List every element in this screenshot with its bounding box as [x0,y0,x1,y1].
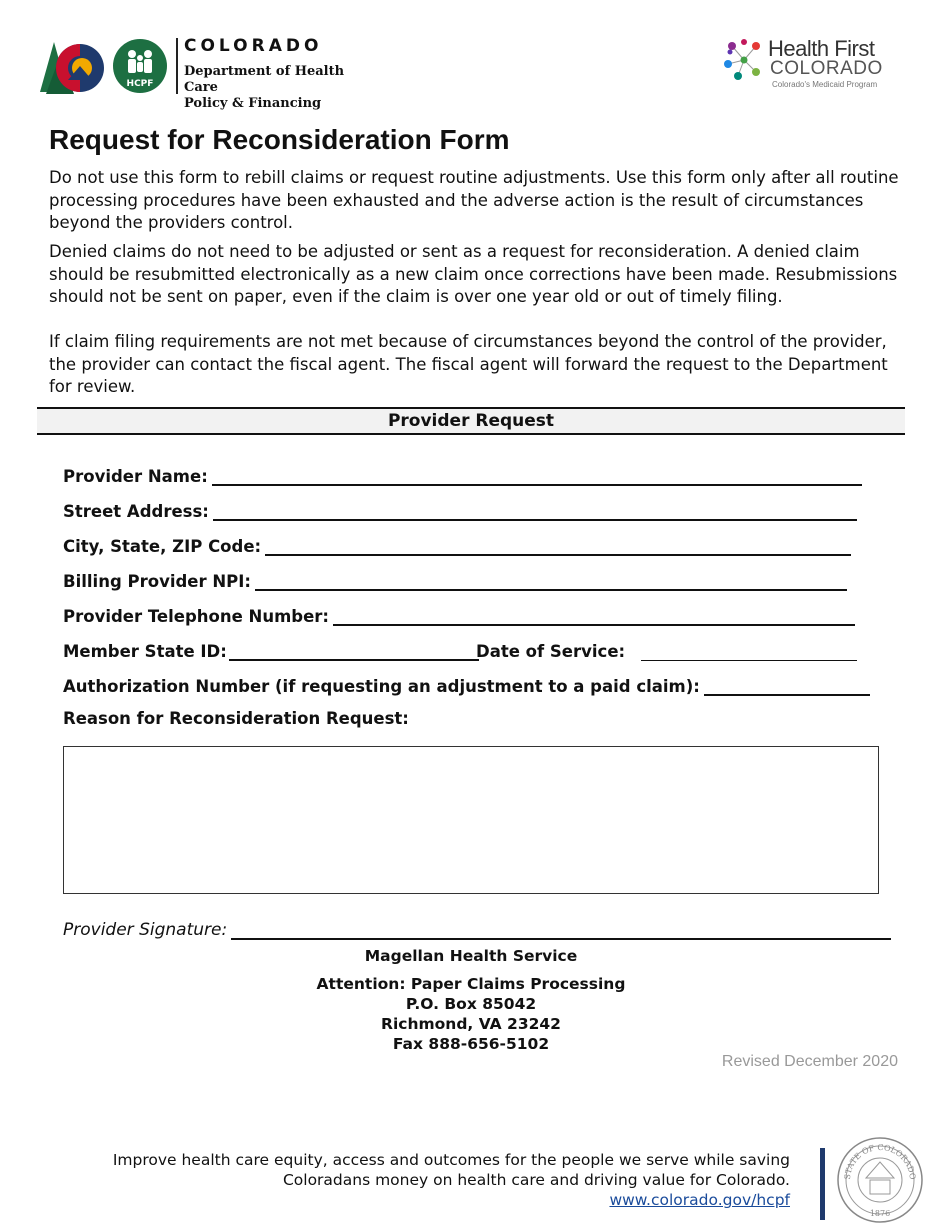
health-first-text: Health First [768,36,875,61]
state-seal-icon [836,1136,924,1224]
date-of-service-label: Date of Service: [476,642,626,661]
seal-text: STATE OF COLORADO [842,1142,918,1180]
seal-year: 1876 [869,1209,891,1218]
provider-name-label: Provider Name: [63,467,208,486]
date-of-service-input[interactable] [641,643,857,661]
telephone-field [63,602,855,626]
hcpf-badge-icon [112,38,168,94]
authorization-field [63,672,870,696]
member-id-label: Member State ID: [63,642,227,661]
mailing-address [250,974,692,1054]
reason-textarea[interactable] [63,746,879,894]
intro-paragraph-3: If claim filing requirements are not met because of circumstances beyond the control of the provider, the provider can contact the fiscal agent. The fiscal agent will forward the request to the Department for review. [49,332,888,396]
mission-line-2: Coloradans money on health care and driving value for Colorado. [282,1171,790,1189]
mission-line-1: Improve health care equity, access and outcomes for the people we serve while saving [112,1151,790,1169]
intro-paragraph-1: Do not use this form to rebill claims or request routine adjustments. Use this form only after all routine processing procedures have been exhausted and the adverse action is the result of circumstances beyond the providers control. [49,168,899,232]
intro-paragraph-2: Denied claims do not need to be adjusted or sent as a request for reconsideration. A denied claim should be resubmitted electronically as a new claim once corrections have been made. Resubmissions should not be sent on paper, even if the claim is over one year old or out of timely filing. [49,242,898,306]
hcpf-logo [38,34,378,111]
street-address-field [63,497,857,521]
street-address-input[interactable] [213,501,857,521]
date-of-service-field [476,637,857,661]
colorado-text: COLORADO [770,58,883,79]
footer-accent-bar [820,1148,825,1220]
section-header-provider-request: Provider Request [37,407,905,435]
billing-npi-label: Billing Provider NPI: [63,572,252,591]
authorization-input[interactable] [704,676,870,696]
colorado-c-icon [38,36,108,98]
address-fax: Fax 888-656-5102 [392,1035,550,1053]
medicaid-tagline: Colorado's Medicaid Program [772,80,878,89]
mailing-org: Magellan Health Service [364,947,578,965]
city-state-zip-field [63,532,851,556]
authorization-label: Authorization Number (if requesting an adjustment to a paid claim): [63,677,700,696]
telephone-input[interactable] [333,606,855,626]
health-first-colorado-logo [722,36,902,94]
dept-line-2: Policy & Financing [184,96,322,111]
signature-field [63,916,891,940]
member-id-field [63,637,479,661]
page-title: Request for Reconsideration Form [49,124,510,155]
city-state-zip-label: City, State, ZIP Code: [63,537,262,556]
telephone-label: Provider Telephone Number: [63,607,330,626]
provider-name-input[interactable] [212,466,862,486]
billing-npi-input[interactable] [255,571,847,591]
hcpf-website-link[interactable]: www.colorado.gov/hcpf [609,1191,790,1209]
dept-line-1: Department of Health Care [184,64,345,95]
billing-npi-field [63,567,847,591]
state-name: COLORADO [184,36,323,56]
street-address-label: Street Address: [63,502,209,521]
member-id-input[interactable] [229,641,479,661]
reason-label: Reason for Reconsideration Request: [63,709,409,728]
provider-name-field [63,462,862,486]
logo-divider [176,38,178,94]
signature-input[interactable] [231,920,891,940]
city-state-zip-input[interactable] [265,536,851,556]
revision-date: Revised December 2020 [721,1053,898,1070]
hcpf-badge-text: HCPF [126,79,154,89]
address-line-3: Richmond, VA 23242 [381,1015,561,1033]
address-line-1: Attention: Paper Claims Processing [316,975,626,993]
signature-label: Provider Signature: [63,920,228,940]
department-name [184,64,378,112]
health-first-dots-icon [722,38,766,82]
address-line-2: P.O. Box 85042 [405,995,537,1013]
mission-statement [90,1150,790,1210]
